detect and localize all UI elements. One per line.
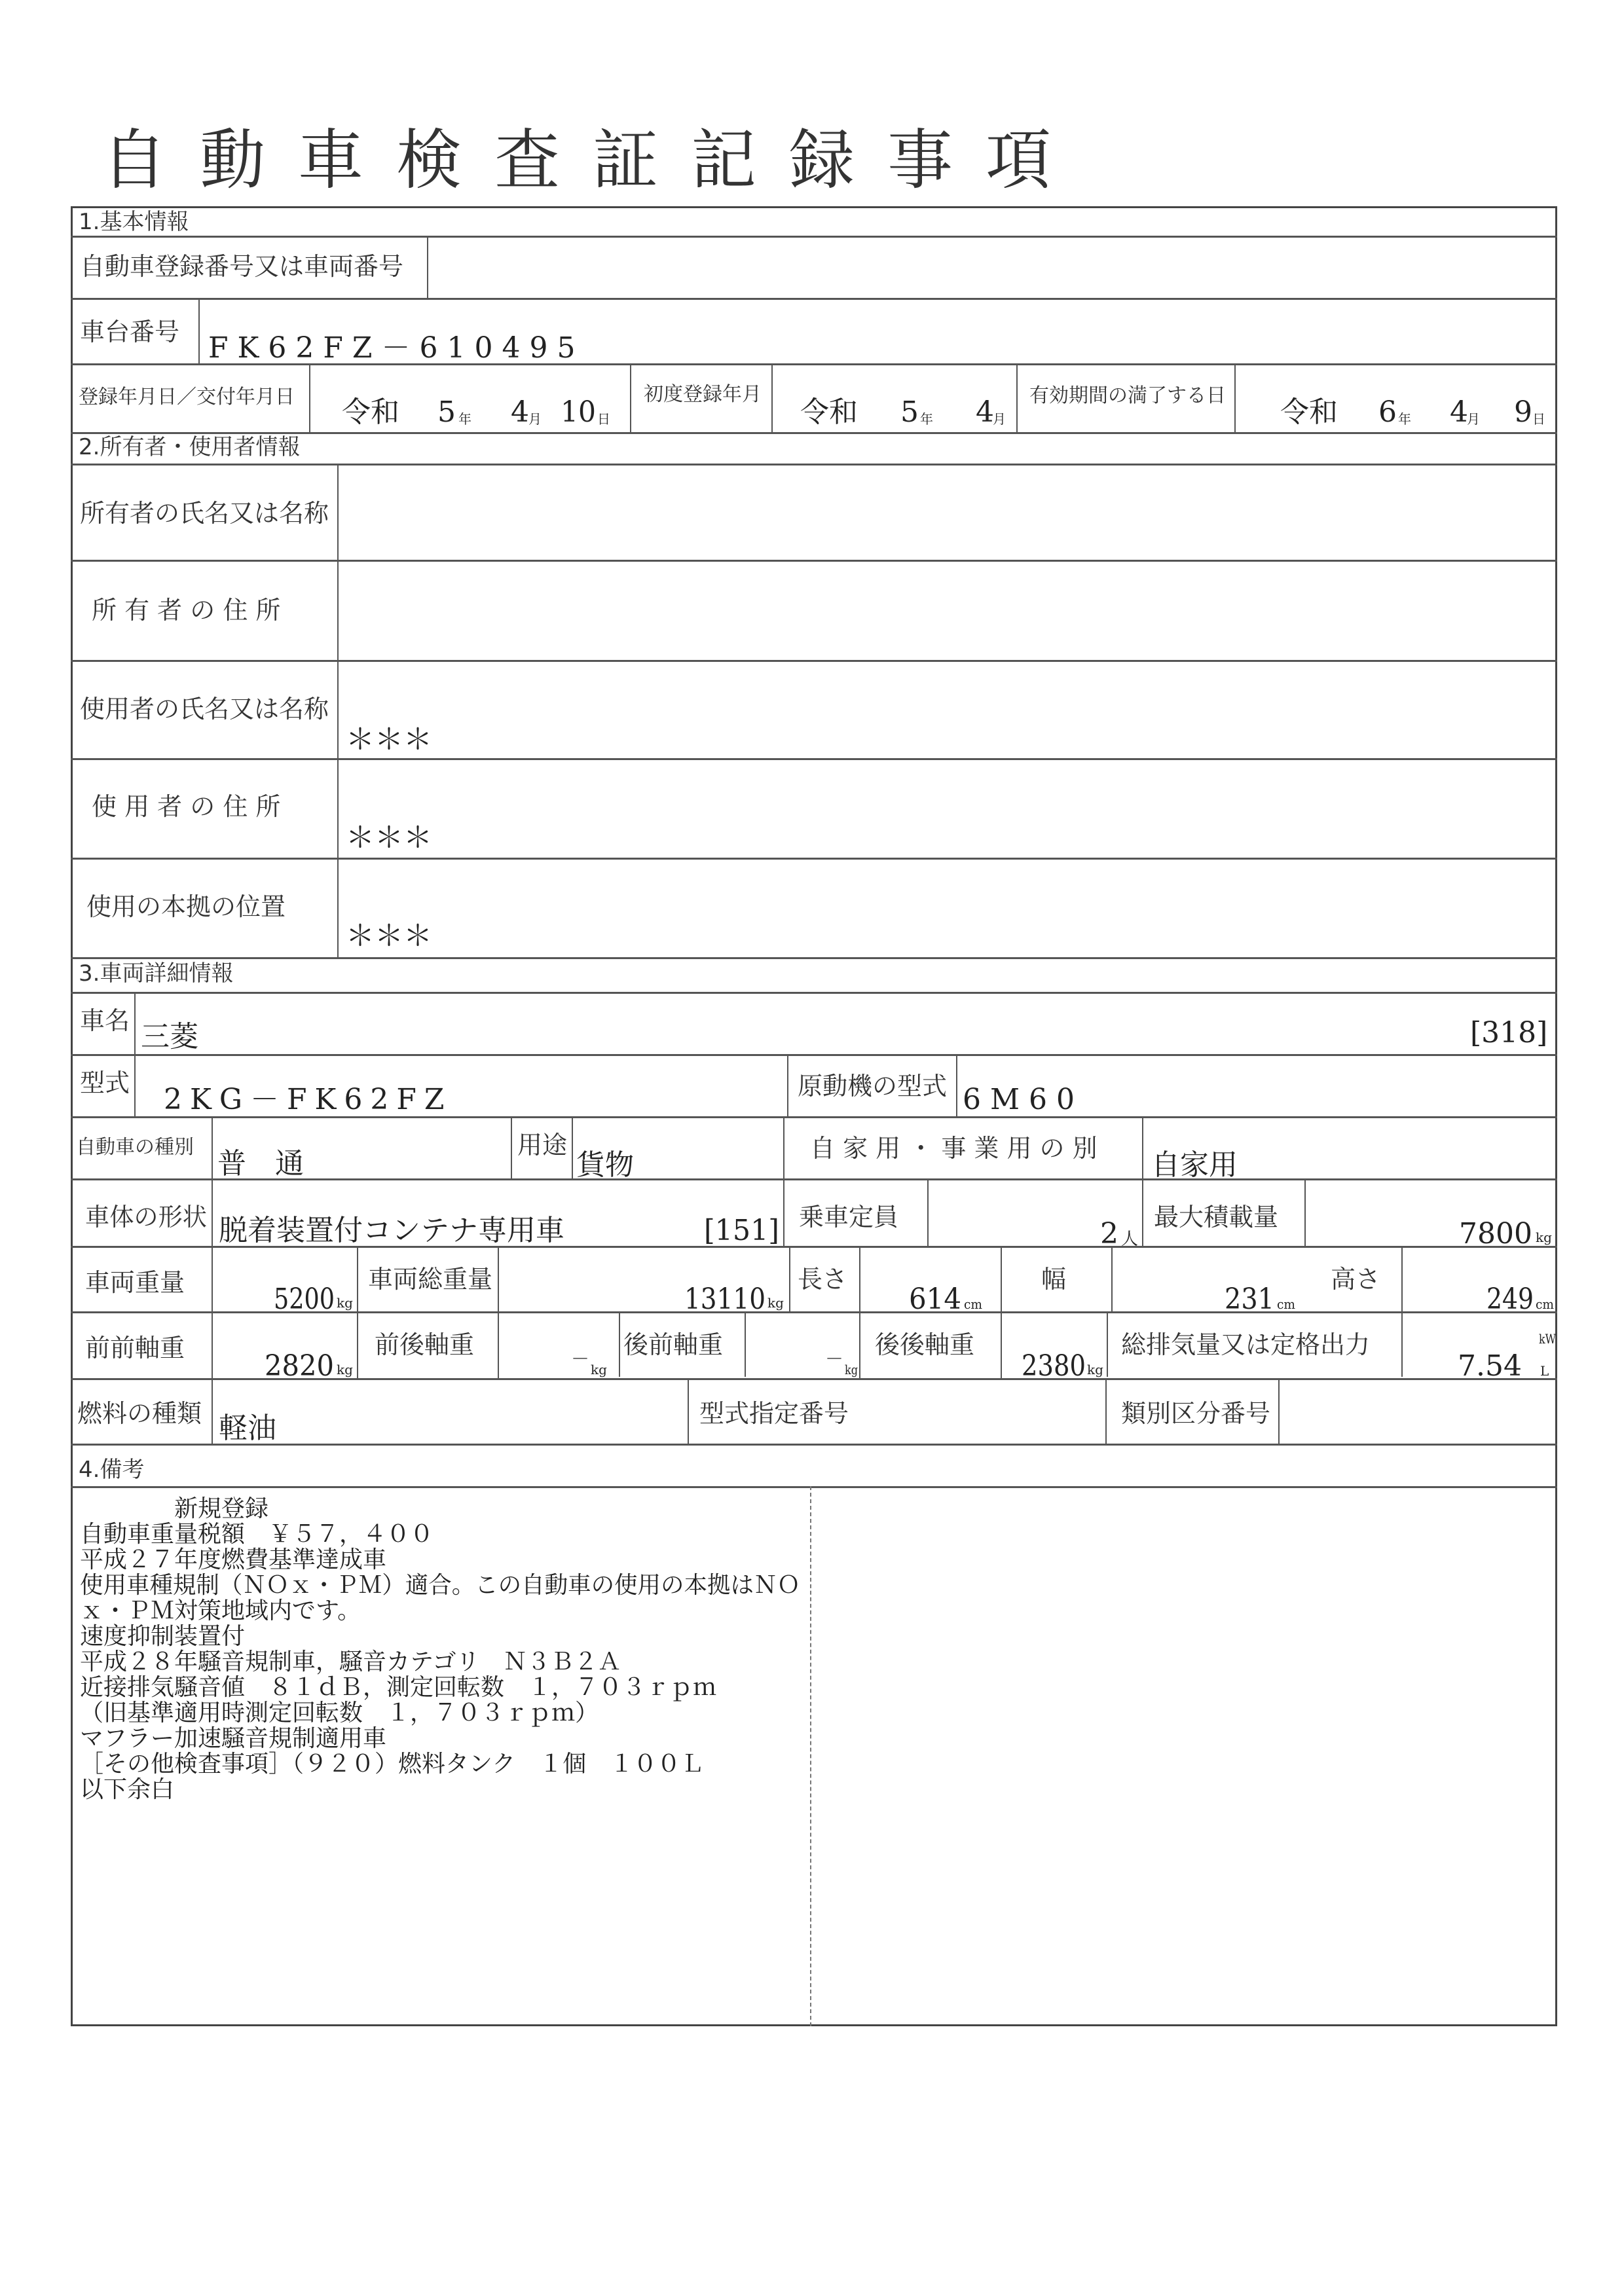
gross-weight-label: 車両総重量 — [368, 1265, 492, 1294]
first-reg-label: 初度登録年月 — [644, 383, 762, 406]
row-divider — [71, 957, 1557, 959]
col-divider — [1142, 1116, 1143, 1246]
day: 10 — [561, 395, 597, 429]
chassis-value: FK62FZ－610495 — [208, 331, 585, 365]
col-divider — [572, 1116, 573, 1178]
row-divider — [71, 1486, 1557, 1488]
fr-axle-value: － — [571, 1348, 589, 1370]
body-shape-code: [151] — [704, 1214, 780, 1247]
displacement-unit-bottom: L — [1540, 1363, 1549, 1379]
car-name-value: 三菱 — [141, 1020, 198, 1053]
row-divider — [71, 560, 1557, 562]
width-value: 231 — [1225, 1283, 1274, 1316]
rr-axle-value: 2380 — [1022, 1349, 1086, 1383]
col-divider — [212, 1116, 213, 1444]
col-divider — [337, 464, 339, 957]
section1-header: 1.基本情報 — [79, 209, 189, 235]
day: 9 — [1514, 395, 1532, 429]
month: 4 — [976, 395, 994, 429]
body-shape-value: 脱着装置付コンテナ専用車 — [219, 1214, 564, 1247]
ff-axle-unit: kg — [337, 1362, 353, 1377]
ff-axle-value: 2820 — [265, 1349, 335, 1383]
engine-model-label: 原動機の型式 — [798, 1072, 948, 1101]
note-line: 速度抑制装置付 — [80, 1623, 246, 1650]
width-unit: cm — [1277, 1296, 1295, 1312]
year-unit: 年 — [458, 411, 471, 427]
col-divider — [956, 1054, 957, 1116]
height-value: 249 — [1486, 1283, 1534, 1316]
row-divider — [71, 236, 1557, 238]
displacement-label: 総排気量又は定格出力 — [1121, 1330, 1371, 1359]
era: 令和 — [800, 395, 858, 429]
capacity-unit: 人 — [1121, 1230, 1139, 1249]
max-load-label: 最大積載量 — [1154, 1203, 1279, 1231]
row-divider — [71, 1444, 1557, 1446]
user-address-value: ＊＊＊ — [346, 821, 432, 854]
year: 5 — [900, 395, 919, 429]
base-location-label: 使用の本拠の位置 — [86, 892, 286, 921]
row-divider — [71, 1116, 1557, 1118]
section4-header: 4.備考 — [79, 1457, 145, 1483]
col-divider — [427, 236, 428, 298]
note-line: 近接排気騒音値 ８１ｄＢ，測定回転数 １，７０３ｒｐｍ — [80, 1674, 717, 1701]
purpose-value: 貨物 — [576, 1148, 634, 1182]
displacement-value: 7.54 — [1458, 1349, 1522, 1383]
year-unit: 年 — [1398, 411, 1411, 427]
col-divider — [1401, 1311, 1403, 1377]
note-line: （旧基準適用時測定回転数 １，７０３ｒｐｍ） — [80, 1700, 599, 1726]
notes-list — [80, 1496, 800, 1802]
vehicle-weight-unit: kg — [337, 1295, 353, 1311]
fuel-value: 軽油 — [219, 1412, 276, 1445]
year-unit: 年 — [920, 411, 933, 427]
rf-axle-value: － — [825, 1348, 843, 1370]
height-label: 高さ — [1331, 1265, 1381, 1294]
col-divider — [309, 363, 310, 432]
expiry-label: 有効期間の満了する日 — [1029, 384, 1226, 407]
rf-axle-label: 後前軸重 — [623, 1330, 724, 1359]
registration-number-label: 自動車登録番号又は車両番号 — [80, 252, 404, 281]
col-divider — [357, 1246, 358, 1378]
col-divider — [771, 363, 773, 432]
vehicle-weight-label: 車両重量 — [85, 1268, 185, 1297]
rf-axle-unit: kg — [845, 1362, 858, 1377]
car-name-label: 車名 — [80, 1006, 130, 1035]
notes-divider — [810, 1486, 811, 2026]
year: 5 — [437, 395, 456, 429]
day-unit: 日 — [597, 411, 610, 427]
fuel-label: 燃料の種類 — [77, 1399, 202, 1428]
model-value: 2KG－FK62FZ — [164, 1083, 452, 1116]
car-name-code: [318] — [1470, 1016, 1548, 1049]
note-line: 新規登録 — [80, 1495, 269, 1522]
note-line: 自動車重量税額 ￥５７，４００ — [80, 1521, 434, 1548]
col-divider — [511, 1116, 512, 1178]
note-line: ｘ・ＰＭ対策地域内です。 — [80, 1597, 361, 1624]
col-divider — [789, 1246, 790, 1311]
width-label: 幅 — [1041, 1265, 1067, 1294]
user-name-label: 使用者の氏名又は名称 — [80, 695, 329, 723]
row-divider — [71, 858, 1557, 860]
capacity-value: 2 — [1100, 1217, 1118, 1250]
col-divider — [859, 1246, 860, 1378]
col-divider — [498, 1246, 499, 1378]
rr-axle-unit: kg — [1087, 1362, 1103, 1377]
month: 4 — [511, 395, 529, 429]
month-unit: 月 — [528, 411, 542, 427]
capacity-label: 乗車定員 — [799, 1203, 899, 1231]
private-business-value: 自家用 — [1151, 1148, 1238, 1182]
col-divider — [1001, 1246, 1002, 1378]
row-divider — [71, 992, 1557, 994]
owner-name-label: 所有者の氏名又は名称 — [80, 499, 329, 528]
era: 令和 — [342, 395, 399, 429]
col-divider — [745, 1311, 746, 1377]
engine-model-value: 6M60 — [963, 1083, 1084, 1116]
note-line: 平成２８年騒音規制車，騒音カテゴリ Ｎ３Ｂ２Ａ — [80, 1649, 621, 1675]
row-divider — [71, 1054, 1557, 1056]
note-line: マフラー加速騒音規制適用車 — [80, 1725, 387, 1752]
col-divider — [1111, 1246, 1113, 1311]
fr-axle-label: 前後軸重 — [375, 1330, 475, 1359]
category-label: 類別区分番号 — [1121, 1399, 1271, 1428]
type-designation-label: 型式指定番号 — [699, 1399, 849, 1428]
note-line: 平成２７年度燃費基準達成車 — [80, 1546, 387, 1573]
col-divider — [134, 992, 136, 1116]
section2-header: 2.所有者・使用者情報 — [79, 434, 301, 460]
document-title: 自動車検査証記録事項 — [101, 122, 1084, 198]
chassis-label: 車台番号 — [80, 318, 180, 346]
length-unit: cm — [964, 1296, 982, 1312]
vehicle-weight-value: 5200 — [274, 1283, 335, 1316]
row-divider — [71, 464, 1557, 465]
gross-weight-value: 13110 — [684, 1283, 766, 1316]
purpose-label: 用途 — [517, 1131, 568, 1159]
note-line: 使用車種規制（ＮＯｘ・ＰＭ）適合。この自動車の使用の本拠はＮＯ — [80, 1572, 800, 1599]
col-divider — [1278, 1378, 1280, 1444]
max-load-unit: kg — [1536, 1230, 1552, 1245]
era: 令和 — [1280, 395, 1338, 429]
row-divider — [71, 298, 1557, 300]
user-name-value: ＊＊＊ — [346, 723, 432, 756]
row-divider — [71, 758, 1557, 760]
col-divider — [1107, 1311, 1108, 1377]
model-label: 型式 — [80, 1068, 130, 1097]
rr-axle-label: 後後軸重 — [875, 1330, 975, 1359]
height-unit: cm — [1536, 1296, 1554, 1312]
col-divider — [619, 1311, 620, 1377]
col-divider — [1234, 363, 1236, 432]
col-divider — [1304, 1178, 1306, 1246]
col-divider — [783, 1116, 784, 1246]
gross-weight-unit: kg — [767, 1295, 784, 1311]
fr-axle-unit: kg — [591, 1362, 607, 1377]
length-value: 614 — [909, 1283, 962, 1316]
private-business-label: 自 家 用 ・ 事 業 用 の 別 — [810, 1134, 1098, 1163]
col-divider — [927, 1178, 929, 1246]
ff-axle-label: 前前軸重 — [85, 1334, 185, 1362]
col-divider — [688, 1378, 689, 1444]
user-address-label: 使 用 者 の 住 所 — [92, 792, 281, 821]
reg-date-label: 登録年月日／交付年月日 — [79, 386, 295, 409]
day-unit: 日 — [1532, 411, 1545, 427]
col-divider — [1401, 1246, 1403, 1311]
col-divider — [1105, 1378, 1107, 1444]
section3-header: 3.車両詳細情報 — [79, 960, 234, 987]
note-line: 以下余白 — [80, 1776, 175, 1803]
body-shape-label: 車体の形状 — [85, 1203, 208, 1231]
month-unit: 月 — [993, 411, 1006, 427]
month-unit: 月 — [1467, 411, 1480, 427]
col-divider — [630, 363, 631, 432]
length-label: 長さ — [798, 1265, 848, 1294]
owner-address-label: 所 有 者 の 住 所 — [92, 596, 281, 625]
vehicle-type-label: 自動車の種別 — [76, 1136, 194, 1159]
max-load-value: 7800 — [1459, 1217, 1532, 1250]
vehicle-type-value: 普 通 — [217, 1147, 304, 1180]
col-divider — [787, 1054, 788, 1116]
note-line: ［その他検査事項］（９２０）燃料タンク １個 １００Ｌ — [80, 1751, 705, 1777]
col-divider — [198, 298, 200, 363]
month: 4 — [1450, 395, 1468, 429]
year: 6 — [1378, 395, 1397, 429]
col-divider — [1016, 363, 1018, 432]
row-divider — [71, 660, 1557, 662]
displacement-unit-top: kW — [1539, 1331, 1556, 1347]
base-location-value: ＊＊＊ — [346, 919, 432, 953]
